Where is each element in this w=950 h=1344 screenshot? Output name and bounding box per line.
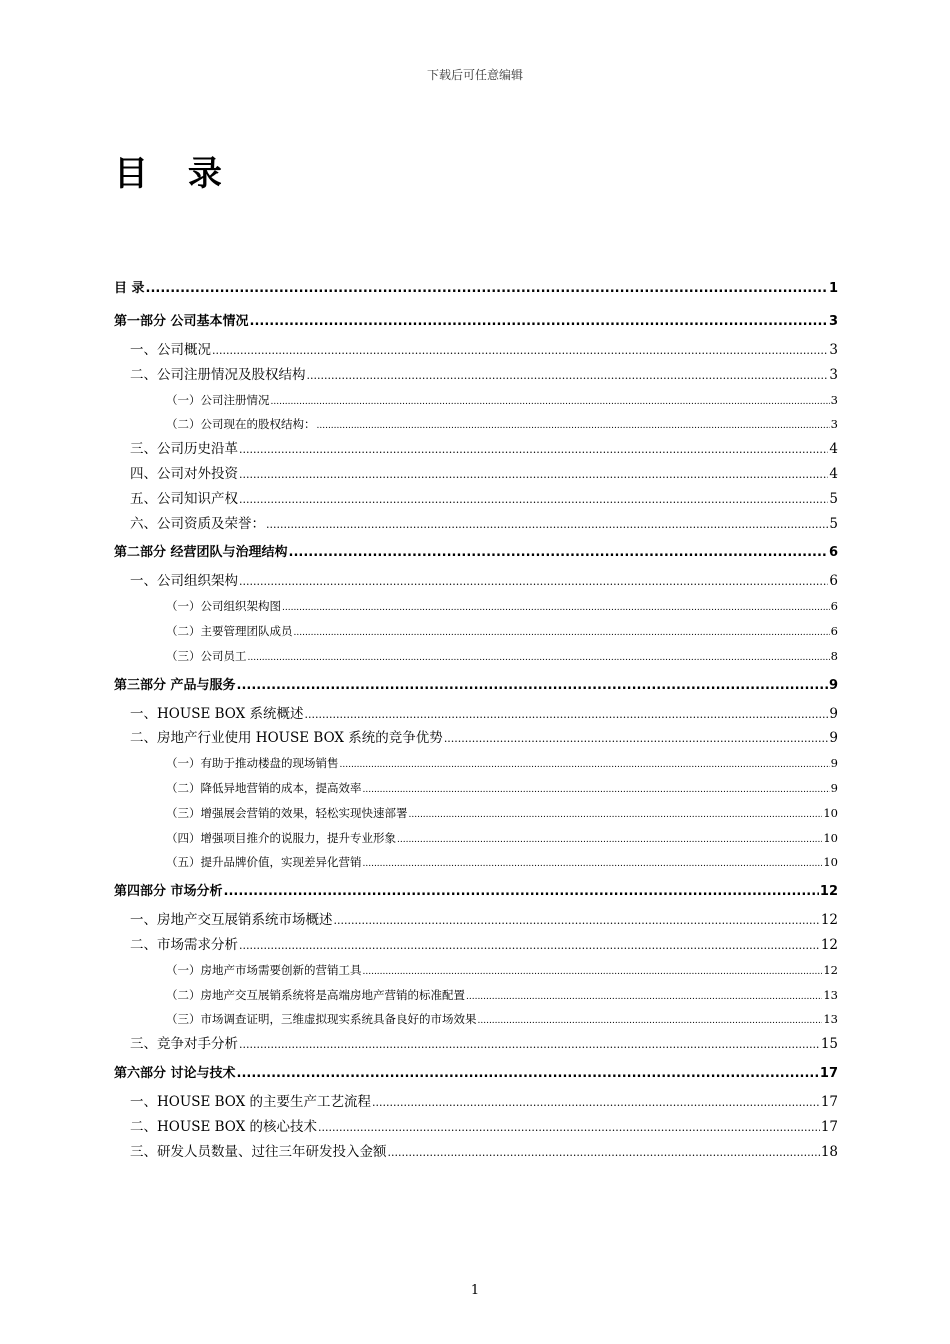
toc-entry-label: 目 录 bbox=[114, 281, 145, 296]
toc-entry[interactable] bbox=[114, 1115, 838, 1140]
toc-entry-page: 3 bbox=[830, 417, 838, 432]
toc-leader-dots bbox=[305, 702, 829, 728]
toc-entry[interactable] bbox=[114, 619, 838, 644]
toc-entry[interactable] bbox=[114, 462, 838, 487]
toc-entry-page: 4 bbox=[829, 441, 838, 458]
toc-entry-page: 17 bbox=[819, 1065, 838, 1081]
toc-leader-dots bbox=[237, 1057, 819, 1090]
toc-entry[interactable] bbox=[114, 272, 838, 305]
toc-entry[interactable] bbox=[114, 702, 838, 727]
toc-entry[interactable] bbox=[114, 487, 838, 512]
toc-leader-dots bbox=[466, 983, 822, 1010]
toc-leader-dots bbox=[250, 305, 828, 338]
toc-entry-page: 12 bbox=[819, 884, 838, 900]
toc-entry-label: （三）公司员工 bbox=[166, 648, 247, 663]
toc-entry-label: 第四部分 市场分析 bbox=[114, 884, 223, 900]
toc-entry-label: 三、研发人员数量、过往三年研发投入金额 bbox=[130, 1143, 387, 1160]
toc-leader-dots bbox=[294, 619, 830, 646]
toc-entry-label: （二）主要管理团队成员 bbox=[166, 623, 293, 638]
toc-entry-page: 5 bbox=[829, 515, 838, 532]
page-title: 目 录 bbox=[114, 154, 236, 194]
toc-entry-page: 3 bbox=[829, 366, 838, 383]
page-number: 1 bbox=[470, 1283, 480, 1298]
toc-entry-label: （三）市场调查证明，三维虚拟现实系统具备良好的市场效果 bbox=[166, 1012, 477, 1027]
toc-entry-label: 第六部分 讨论与技术 bbox=[114, 1065, 236, 1081]
toc-entry-label: 第二部分 经营团队与治理结构 bbox=[114, 545, 288, 561]
toc-entry[interactable] bbox=[114, 363, 838, 388]
toc-entry[interactable] bbox=[114, 388, 838, 413]
toc-leader-dots bbox=[372, 1090, 820, 1116]
toc-entry[interactable] bbox=[114, 594, 838, 619]
toc-entry-page: 9 bbox=[830, 756, 838, 771]
toc-entry-label: （二）公司现在的股权结构： bbox=[166, 417, 316, 432]
toc-entry-page: 9 bbox=[828, 677, 838, 693]
toc-leader-dots bbox=[271, 388, 830, 415]
toc-entry[interactable] bbox=[114, 1032, 838, 1057]
toc-entry[interactable] bbox=[114, 751, 838, 776]
toc-entry[interactable] bbox=[114, 933, 838, 958]
toc-leader-dots bbox=[444, 726, 829, 752]
toc-entry-page: 18 bbox=[820, 1143, 838, 1160]
toc-entry-label: 三、竞争对手分析 bbox=[130, 1036, 238, 1053]
toc-entry-page: 6 bbox=[829, 573, 838, 590]
toc-entry-page: 13 bbox=[823, 1012, 838, 1027]
toc-entry-page: 12 bbox=[823, 962, 838, 977]
toc-entry[interactable] bbox=[114, 437, 838, 462]
toc-leader-dots bbox=[289, 536, 828, 569]
toc-leader-dots bbox=[340, 751, 830, 778]
toc-entry-label: （一）有助于推动楼盘的现场销售 bbox=[166, 756, 339, 771]
toc-leader-dots bbox=[239, 487, 828, 513]
toc-leader-dots bbox=[239, 569, 828, 595]
toc-entry-page: 12 bbox=[820, 936, 838, 953]
toc-entry-label: 一、房地产交互展销系统市场概述 bbox=[130, 912, 333, 929]
toc-entry-label: （四）增强项目推介的说服力，提升专业形象 bbox=[166, 830, 396, 845]
toc-entry-label: 一、公司概况 bbox=[130, 342, 211, 358]
toc-entry-label: 二、市场需求分析 bbox=[130, 936, 238, 953]
toc-entry[interactable] bbox=[114, 644, 838, 669]
toc-entry-label: 三、公司历史沿革 bbox=[130, 441, 238, 458]
toc-leader-dots bbox=[239, 933, 820, 959]
page-header: 下载后可任意编辑 bbox=[426, 68, 523, 82]
toc-entry-label: 一、HOUSE BOX 系统概述 bbox=[130, 705, 304, 722]
toc-entry[interactable] bbox=[114, 305, 838, 338]
toc-entry-label: 一、公司组织架构 bbox=[130, 573, 238, 590]
toc-entry-page: 17 bbox=[820, 1093, 838, 1110]
toc-entry-page: 6 bbox=[830, 623, 838, 638]
toc-entry-label: 四、公司对外投资 bbox=[130, 465, 238, 482]
toc-entry-label: （二）房地产交互展销系统将是高端房地产营销的标准配置 bbox=[166, 987, 465, 1002]
toc-entry-page: 6 bbox=[830, 599, 838, 614]
toc-entry-page: 9 bbox=[829, 730, 838, 747]
toc-leader-dots bbox=[239, 437, 828, 463]
toc-leader-dots bbox=[317, 412, 830, 439]
toc-entry-page: 10 bbox=[823, 830, 838, 845]
toc-entry[interactable] bbox=[114, 669, 838, 702]
toc-entry-label: 二、公司注册情况及股权结构 bbox=[130, 366, 306, 383]
toc-leader-dots bbox=[397, 826, 822, 853]
toc-leader-dots bbox=[388, 1140, 820, 1166]
toc-leader-dots bbox=[363, 776, 830, 803]
toc-entry-label: （一）公司注册情况 bbox=[166, 392, 270, 407]
toc-entry-page: 4 bbox=[829, 465, 838, 482]
toc-leader-dots bbox=[334, 908, 820, 934]
toc-entry[interactable] bbox=[114, 875, 838, 908]
toc-entry[interactable] bbox=[114, 958, 838, 983]
toc-entry-page: 6 bbox=[828, 545, 838, 561]
toc-entry-page: 3 bbox=[829, 342, 838, 358]
toc-leader-dots bbox=[224, 875, 819, 908]
toc-entry[interactable] bbox=[114, 826, 838, 851]
toc-entry-page: 10 bbox=[823, 805, 838, 820]
toc-leader-dots bbox=[266, 512, 828, 538]
toc-leader-dots bbox=[239, 462, 828, 488]
toc-leader-dots bbox=[363, 850, 823, 877]
toc-entry[interactable] bbox=[114, 512, 838, 537]
toc-entry-label: 二、房地产行业使用 HOUSE BOX 系统的竞争优势 bbox=[130, 730, 443, 747]
toc-entry-page: 1 bbox=[828, 281, 838, 296]
toc-entry[interactable] bbox=[114, 850, 838, 875]
toc-entry-label: （一）房地产市场需要创新的营销工具 bbox=[166, 962, 362, 977]
toc-entry[interactable] bbox=[114, 1090, 838, 1115]
toc-entry-page: 15 bbox=[820, 1036, 838, 1053]
toc-entry-page: 13 bbox=[823, 987, 838, 1002]
table-of-contents bbox=[114, 272, 838, 1164]
toc-entry[interactable] bbox=[114, 412, 838, 437]
toc-entry[interactable] bbox=[114, 983, 838, 1008]
toc-entry-page: 12 bbox=[820, 912, 838, 929]
toc-entry-page: 8 bbox=[830, 648, 838, 663]
toc-entry-page: 3 bbox=[830, 392, 838, 407]
toc-leader-dots bbox=[248, 644, 830, 671]
toc-leader-dots bbox=[318, 1115, 820, 1141]
toc-entry-label: （一）公司组织架构图 bbox=[166, 599, 281, 614]
toc-leader-dots bbox=[478, 1007, 823, 1034]
toc-entry-label: （二）降低异地营销的成本，提高效率 bbox=[166, 780, 362, 795]
toc-entry[interactable] bbox=[114, 1007, 838, 1032]
toc-entry-label: 第一部分 公司基本情况 bbox=[114, 314, 249, 329]
toc-leader-dots bbox=[237, 669, 828, 702]
toc-entry[interactable] bbox=[114, 569, 838, 594]
toc-entry-label: 六、公司资质及荣誉： bbox=[130, 515, 265, 532]
toc-entry-page: 9 bbox=[830, 780, 838, 795]
toc-entry[interactable] bbox=[114, 1057, 838, 1090]
toc-leader-dots bbox=[282, 594, 830, 621]
toc-entry[interactable] bbox=[114, 1140, 838, 1165]
toc-leader-dots bbox=[307, 363, 829, 389]
toc-leader-dots bbox=[363, 958, 823, 985]
toc-entry[interactable] bbox=[114, 908, 838, 933]
toc-entry[interactable] bbox=[114, 801, 838, 826]
toc-entry-label: 二、HOUSE BOX 的核心技术 bbox=[130, 1118, 318, 1135]
toc-leader-dots bbox=[146, 272, 828, 305]
toc-entry-page: 9 bbox=[829, 705, 838, 722]
toc-entry-label: 一、HOUSE BOX 的主要生产工艺流程 bbox=[130, 1093, 372, 1110]
toc-entry[interactable] bbox=[114, 726, 838, 751]
toc-leader-dots bbox=[409, 801, 823, 828]
toc-entry-page: 17 bbox=[820, 1118, 838, 1135]
toc-entry[interactable] bbox=[114, 776, 838, 801]
toc-entry-label: 五、公司知识产权 bbox=[130, 490, 238, 507]
toc-entry-label: （三）增强展会营销的效果，轻松实现快速部署 bbox=[166, 805, 408, 820]
toc-leader-dots bbox=[212, 338, 828, 364]
toc-entry-page: 3 bbox=[828, 314, 838, 329]
toc-entry-label: （五）提升品牌价值，实现差异化营销 bbox=[166, 855, 362, 870]
toc-entry-label: 第三部分 产品与服务 bbox=[114, 677, 236, 693]
toc-entry-page: 10 bbox=[823, 855, 838, 870]
toc-entry[interactable] bbox=[114, 536, 838, 569]
toc-entry-page: 5 bbox=[829, 490, 838, 507]
toc-entry[interactable] bbox=[114, 338, 838, 363]
toc-leader-dots bbox=[239, 1032, 820, 1058]
